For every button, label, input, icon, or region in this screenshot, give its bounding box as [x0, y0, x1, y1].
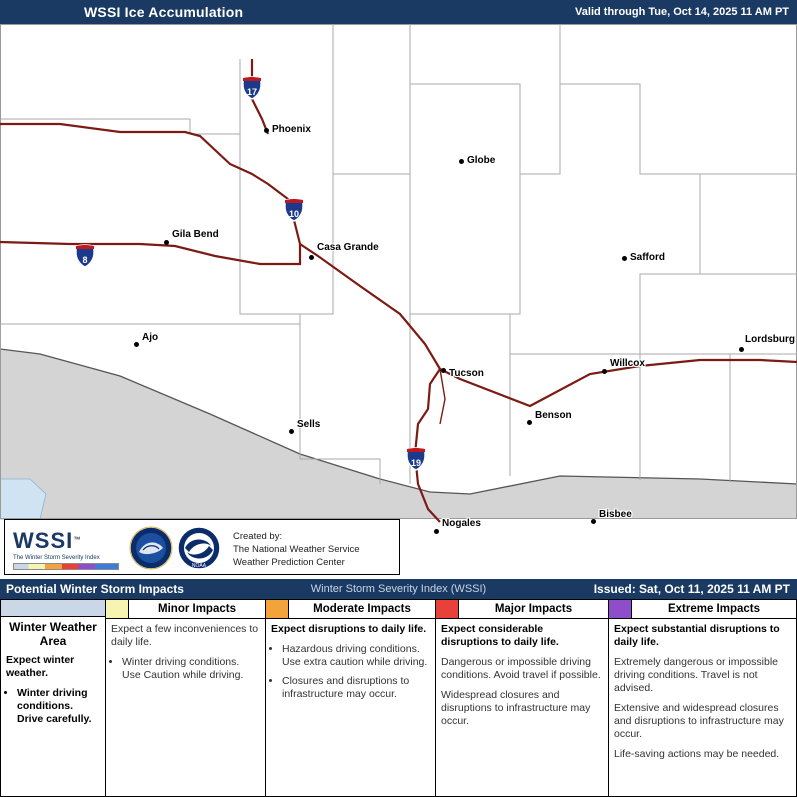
legend-text-major-1: Dangerous or impossible driving conditions. Avoid travel if possible. [441, 656, 601, 681]
legend-swatch-extreme [609, 600, 632, 618]
legend-text-major-0: Expect considerable disruptions to daily life. [441, 623, 559, 648]
city-dot-ajo [134, 342, 139, 347]
city-label-sells: Sells [297, 419, 321, 430]
legend-swatch-minor [106, 600, 129, 618]
city-label-tucson: Tucson [449, 368, 484, 379]
city-dot-nogales [434, 529, 439, 534]
city-label-ajo: Ajo [142, 332, 159, 343]
legend-text-minor-0: Expect a few inconveniences to daily life. [111, 623, 259, 648]
legend-text-major-2: Widespread closures and disruptions to infrastructure may occur. [441, 689, 591, 727]
interstate-shield-17-icon [241, 76, 263, 100]
impacts-legend [0, 599, 797, 797]
interstate-shield-19-icon [405, 447, 427, 471]
map-graphics [0, 24, 797, 519]
impacts-header-title: Potential Winter Storm Impacts [6, 582, 184, 596]
legend-swatch-winter-weather-area [1, 599, 105, 617]
city-label-willcox: Willcox [610, 358, 645, 369]
svg-text:NOAA: NOAA [191, 563, 207, 569]
city-label-casa-grande: Casa Grande [317, 242, 379, 253]
legend-swatch-major [436, 600, 459, 618]
issued-text: Issued: Sat, Oct 11, 2025 11 AM PT [593, 582, 790, 596]
legend-column-moderate[interactable] [266, 599, 436, 797]
legend-text-extreme-1: Extremely dangerous or impossible driving conditions. Travel is not advised. [614, 656, 778, 694]
legend-text-extreme-2: Extensive and widespread closures and disruptions to infrastructure may occur. [614, 702, 784, 740]
legend-text-extreme-0: Expect substantial disruptions to daily life. [614, 623, 780, 648]
city-label-benson: Benson [535, 410, 572, 421]
wssi-color-bar [13, 563, 119, 570]
legend-title-moderate: Moderate Impacts [313, 603, 411, 615]
city-dot-casa-grande [309, 255, 314, 260]
city-dot-globe [459, 159, 464, 164]
city-dot-safford [622, 256, 627, 261]
page-title: WSSI Ice Accumulation [84, 4, 244, 20]
city-dot-sells [289, 429, 294, 434]
city-dot-bisbee [591, 519, 596, 524]
legend-text-moderate-1: • Hazardous driving conditions. Use extra caution while driving. [282, 643, 430, 669]
legend-title-minor: Minor Impacts [158, 603, 236, 615]
legend-text-minor-1: • Winter driving conditions. Use Caution while driving. [122, 656, 260, 682]
created-by-line-3: Weather Prediction Center [233, 557, 345, 568]
legend-title-extreme: Extreme Impacts [667, 603, 761, 615]
legend-text-moderate-0: Expect disruptions to daily life. [271, 623, 427, 635]
wssi-logo-word: WSSI [13, 528, 74, 553]
legend-text-moderate-2: • Closures and disruptions to infrastructure may occur. [282, 675, 430, 701]
title-bar [0, 0, 797, 24]
created-by-block [233, 530, 360, 569]
wssi-logo-subtitle: The Winter Storm Severity Index [13, 555, 100, 561]
legend-column-extreme[interactable] [609, 599, 797, 797]
city-dot-lordsburg [739, 347, 744, 352]
legend-column-winter-weather-area[interactable] [0, 599, 106, 797]
city-label-gila-bend: Gila Bend [172, 229, 219, 240]
map-canvas[interactable] [0, 24, 797, 529]
legend-title-major: Major Impacts [494, 603, 573, 615]
city-label-nogales: Nogales [442, 518, 481, 529]
wssi-logo [13, 528, 121, 568]
interstate-shield-8-icon [74, 244, 96, 268]
impacts-header-bar [0, 579, 797, 599]
legend-swatch-moderate [266, 600, 289, 618]
interstate-shield-8-number: 8 [82, 255, 88, 265]
legend-text-winter-weather-area-1: • Winter driving conditions. Drive carefully. [17, 687, 100, 726]
interstate-shield-10-icon [283, 198, 305, 222]
city-label-bisbee: Bisbee [599, 509, 632, 520]
logo-strip [4, 519, 400, 575]
interstate-shield-10-number: 10 [288, 209, 299, 219]
wssi-logo-tm: ™ [73, 536, 81, 544]
city-dot-gila-bend [164, 240, 169, 245]
nws-seal-icon [129, 526, 173, 570]
city-label-lordsburg: Lordsburg [745, 334, 795, 345]
legend-column-major[interactable] [436, 599, 609, 797]
city-label-safford: Safford [630, 252, 665, 263]
legend-column-minor[interactable] [106, 599, 266, 797]
interstate-shield-17-number: 17 [246, 87, 257, 97]
created-by-line-1: Created by: [233, 531, 283, 542]
city-dot-benson [527, 420, 532, 425]
legend-text-winter-weather-area-0: Expect winter weather. [6, 654, 75, 679]
city-dot-phoenix [264, 128, 269, 133]
legend-title-winter-weather-area: Winter Weather Area [9, 620, 97, 648]
city-label-phoenix: Phoenix [272, 124, 311, 135]
legend-text-extreme-3: Life-saving actions may be needed. [614, 748, 780, 760]
valid-through-text: Valid through Tue, Oct 14, 2025 11 AM PT [575, 6, 789, 18]
city-label-globe: Globe [467, 155, 496, 166]
city-dot-willcox [602, 369, 607, 374]
city-dot-tucson [441, 368, 446, 373]
noaa-seal-icon [177, 526, 221, 570]
impacts-header-subtitle: Winter Storm Severity Index (WSSI) [310, 583, 487, 595]
interstate-shield-19-number: 19 [410, 458, 421, 468]
created-by-line-2: The National Weather Service [233, 544, 360, 555]
